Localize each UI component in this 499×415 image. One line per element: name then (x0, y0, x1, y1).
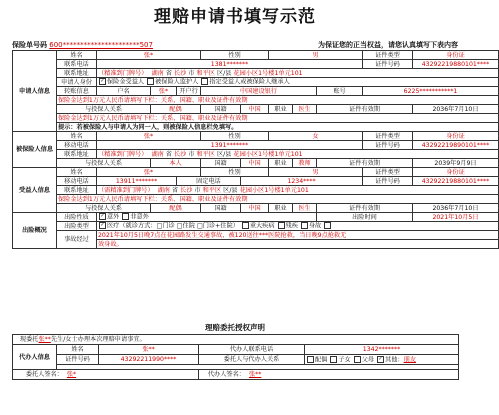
checkbox-checked-icon: ✓ (100, 78, 105, 85)
label-idtype: 证件类型 (363, 51, 413, 60)
label-job: 职业 (269, 204, 293, 213)
checkbox-icon (301, 222, 308, 229)
insured-idno[interactable]: 43292219890101**** (413, 141, 499, 150)
protect-notice: 为保证您的正当权益，请您认真填写下表内容 (318, 41, 458, 49)
agent-relation-options[interactable]: 配偶 子女 父母 ✓ 其他：朋友 (305, 355, 459, 365)
beneficiary-name[interactable]: 张* (97, 168, 201, 177)
label-gender: 性别 (201, 168, 269, 177)
label-idno: 证件号码 (363, 60, 413, 69)
checkbox-icon (324, 222, 331, 229)
label-idno: 证件号码 (363, 177, 413, 186)
label-mobile: 移动电话 (57, 177, 97, 186)
beneficiary-idtype[interactable]: 身份证 (413, 168, 499, 177)
checkbox-icon (354, 356, 361, 363)
applicant-bank[interactable]: 中国建设银行 (201, 87, 317, 96)
label-expiry: 证件有效期 (317, 105, 413, 114)
label-name: 姓名 (57, 168, 97, 177)
label-name: 姓名 (57, 51, 97, 60)
applicant-note-2: 保险金达到1万元人民币请填写下栏：关系、国籍、职业及证件有效期 (57, 114, 499, 123)
checkbox-icon (147, 78, 154, 85)
label-address: 联系地址 (57, 186, 97, 195)
section-insured: 被保险人信息 (13, 132, 57, 168)
applicant-gender[interactable]: 男 (269, 51, 363, 60)
label-expiry: 证件有效期 (317, 204, 413, 213)
label-job: 职业 (269, 105, 293, 114)
insured-job[interactable]: 教师 (293, 159, 317, 168)
applicant-relation[interactable]: 配偶 (151, 105, 201, 114)
auth-statement: 现委托张**先生/女士办理本次理赔申请事宜。 (13, 335, 459, 345)
incident-time[interactable]: 2021年10月5日 (413, 213, 499, 222)
agent-phone[interactable]: 1342******* (305, 345, 459, 355)
authorization-table (12, 334, 459, 380)
agent-sign-row[interactable]: 代办人签名： 张** (199, 370, 459, 380)
insured-nationality[interactable]: 中国 (241, 159, 269, 168)
applicant-account-name[interactable]: 张* (151, 87, 177, 96)
beneficiary-gender[interactable]: 男 (269, 168, 363, 177)
incident-nature-options[interactable]: ✓ 意外 非意外 (97, 213, 317, 222)
beneficiary-phone[interactable]: 13911******* (97, 177, 177, 186)
label-job: 职业 (269, 159, 293, 168)
agent-name[interactable]: 张** (99, 345, 199, 355)
label-gender: 性别 (201, 132, 269, 141)
applicant-account-no[interactable]: 6225***********1 (363, 87, 499, 96)
label-idno: 证件号码 (57, 355, 99, 365)
checkbox-checked-icon: ✓ (100, 213, 105, 220)
label-mobile: 移动电话 (57, 141, 97, 150)
applicant-address[interactable]: （精准到门牌号） 湖南 省 长沙 市 和平区 区/县 花园小区1号楼1单元101 (97, 69, 499, 78)
insured-name[interactable]: 张* (97, 132, 201, 141)
label-nationality: 国籍 (201, 159, 241, 168)
authorization-title: 理赔委托授权声明 (205, 323, 265, 332)
checkbox-icon (242, 222, 249, 229)
checkbox-checked-icon: ✓ (378, 355, 383, 362)
label-transfer: 转账信息 (57, 87, 97, 96)
label-incident-time: 出险时间 (317, 213, 413, 222)
beneficiary-expiry[interactable]: 2036年7月10日 (413, 204, 499, 213)
label-address: 联系地址 (57, 69, 97, 78)
applicant-phone[interactable]: 1381******* (97, 60, 363, 69)
label-nationality: 国籍 (201, 204, 241, 213)
checkbox-icon (330, 356, 337, 363)
label-incident-type: 出险类型 (57, 222, 97, 231)
insured-gender[interactable]: 女 (269, 132, 363, 141)
label-nationality: 国籍 (201, 105, 241, 114)
applicant-identity-options[interactable]: ✓ 保险金受益人 被保险人监护人 指定受益人或被保险人继承人 (97, 78, 499, 87)
incident-desc-line1[interactable]: 2021年10月5日晚7点在花园路发生交通事故，被120送往***医院抢救，当日晚9点抢救无 (97, 231, 499, 240)
label-relation: 与投保人关系 (57, 204, 151, 213)
applicant-expiry[interactable]: 2036年7月10日 (413, 105, 499, 114)
applicant-idno[interactable]: 43292219880101**** (413, 60, 499, 69)
label-account-no: 账号 (317, 87, 363, 96)
label-identity: 申请人身份 (57, 78, 97, 87)
beneficiary-relation[interactable]: 配偶 (151, 204, 201, 213)
label-name: 姓名 (57, 345, 99, 355)
checkbox-icon (201, 78, 208, 85)
label-expiry: 证件有效期 (317, 159, 413, 168)
section-applicant: 申请人信息 (13, 51, 57, 132)
applicant-tip: 提示：若被保险人与申请人为同一人，则被保险人信息栏免填写。 (57, 123, 499, 132)
checkbox-icon (278, 222, 285, 229)
incident-desc-line2[interactable]: 效身故。 (97, 240, 499, 249)
beneficiary-idno[interactable]: 43292219880101**** (413, 177, 499, 186)
label-relation: 与投保人关系 (57, 105, 151, 114)
label-idtype: 证件类型 (363, 132, 413, 141)
beneficiary-note: 保险金达到1万元人民币请填写下栏：关系、国籍、职业及证件有效期 (57, 195, 499, 204)
label-incident-nature: 出险性质 (57, 213, 97, 222)
label-address: 联系地址 (57, 150, 97, 159)
checkbox-icon (307, 356, 314, 363)
section-incident: 出险概况 (13, 213, 57, 249)
label-gender: 性别 (201, 51, 269, 60)
label-relation: 与投保人关系 (57, 159, 151, 168)
label-name: 姓名 (57, 132, 97, 141)
beneficiary-nationality[interactable]: 中国 (241, 204, 269, 213)
label-phone: 联系电话 (57, 60, 97, 69)
section-agent: 代办人信息 (13, 345, 57, 370)
page-title: 理赔申请书填写示范 (154, 7, 316, 27)
insured-idtype[interactable]: 身份证 (413, 132, 499, 141)
agent-idno[interactable]: 43292211990**** (99, 355, 199, 365)
claim-form-table (12, 50, 499, 249)
checkbox-checked-icon: ✓ (100, 222, 105, 229)
label-idtype: 证件类型 (363, 168, 413, 177)
beneficiary-address[interactable]: （需精准到门牌号） 湖南 省 长沙 市 和平区 区/县 花园小区1号楼1单元101 (97, 186, 499, 195)
policy-number-line (12, 40, 458, 50)
label-idno: 证件号码 (363, 141, 413, 150)
beneficiary-landline[interactable]: 1234**** (241, 177, 363, 186)
insured-phone[interactable]: 1391******* (97, 141, 363, 150)
applicant-idtype[interactable]: 身份证 (413, 51, 499, 60)
policy-number-label: 保险单号码 (12, 41, 47, 49)
label-incident-desc: 事故经过 (57, 231, 97, 249)
principal-sign-row[interactable]: 委托人签名： 张* (13, 370, 199, 380)
checkbox-icon (122, 213, 129, 220)
section-beneficiary: 受益人信息 (13, 168, 57, 213)
applicant-note: 保险金达到1万元人民币请填写下栏：关系、国籍、职业及证件有效期 (57, 96, 499, 105)
applicant-nationality[interactable]: 中国 (241, 105, 269, 114)
policy-number-value[interactable]: 600**********************507 (49, 41, 153, 49)
insured-address[interactable]: （精准到门牌号） 湖南 省 长沙 市 和平区 区/县 花园小区1号楼1单元101 (97, 150, 499, 159)
label-bank: 开户行 (177, 87, 201, 96)
applicant-job[interactable]: 医生 (293, 105, 317, 114)
incident-type-options[interactable]: ✓ 医疗（就诊方式：□门诊 □住院 □门诊+住院） 重大疾病 残疾 身故 (97, 222, 499, 231)
insured-expiry[interactable]: 2039年9月9日 (413, 159, 499, 168)
label-agent-relation: 委托人与代办人关系 (199, 355, 305, 365)
label-agent-phone: 代办人联系电话 (199, 345, 305, 355)
beneficiary-job[interactable]: 医生 (293, 204, 317, 213)
insured-relation[interactable]: 本人 (151, 159, 201, 168)
label-landline: 固定电话 (177, 177, 241, 186)
label-account-name: 户名 (97, 87, 151, 96)
applicant-name[interactable]: 张* (97, 51, 201, 60)
